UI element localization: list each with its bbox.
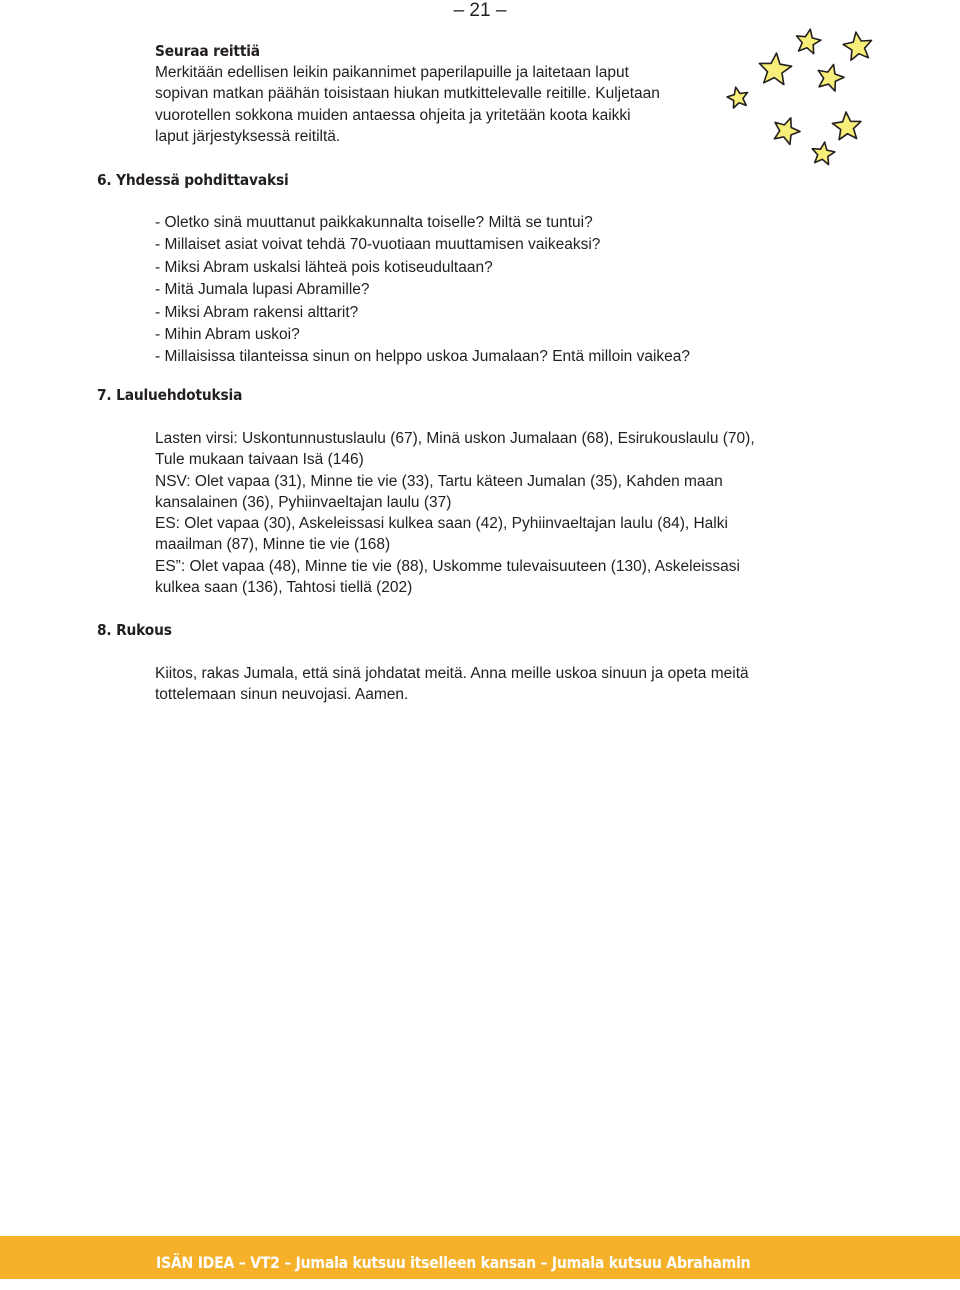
follow-path-line: vuorotellen sokkona muiden antaessa ohjeita ja yritetään koota kaikki bbox=[155, 106, 631, 124]
star-shape bbox=[812, 142, 835, 165]
footer-bar bbox=[0, 1236, 960, 1279]
follow-path-heading: Seuraa reittiä bbox=[155, 42, 260, 60]
song-line: NSV: Olet vapaa (31), Minne tie vie (33), Tartu käteen Jumalan (35), Kahden maan bbox=[155, 472, 723, 490]
star-shape bbox=[832, 112, 861, 140]
follow-path-line: Merkitään edellisen leikin paikannimet paperilapuille ja laitetaan laput bbox=[155, 64, 629, 81]
song-line: kansalainen (36), Pyhiinvaeltajan laulu (37) bbox=[155, 493, 452, 511]
star-shape bbox=[774, 118, 800, 145]
star-shape bbox=[818, 65, 844, 92]
follow-path-line: sopivan matkan päähän toisistaan hiukan mutkittelevalle reitille. Kuljetaan bbox=[155, 85, 660, 103]
song-line: ES: Olet vapaa (30), Askeleissasi kulkea saan (42), Pyhiinvaeltajan laulu (84), Halki bbox=[155, 515, 728, 533]
question-item: - Miksi Abram uskalsi lähteä pois kotiseudultaan? bbox=[155, 258, 493, 276]
star-shape bbox=[797, 29, 821, 54]
question-item: - Millaiset asiat voivat tehdä 70-vuotiaan muuttamisen vaikeaksi? bbox=[155, 236, 601, 254]
prayer-line: Kiitos, rakas Jumala, että sinä johdatat meitä. Anna meille uskoa sinuun ja opeta meitä bbox=[155, 665, 749, 682]
question-item: - Mihin Abram uskoi? bbox=[155, 326, 300, 344]
song-line: Lasten virsi: Uskontunnustuslaulu (67), Minä uskon Jumalaan (68), Esirukouslaulu (70), bbox=[155, 430, 755, 447]
question-item: - Miksi Abram rakensi alttarit? bbox=[155, 303, 359, 321]
stars-icon bbox=[720, 20, 890, 170]
section-7-heading: 7. Lauluehdotuksia bbox=[97, 386, 243, 404]
song-line: kulkea saan (136), Tahtosi tiellä (202) bbox=[155, 579, 413, 597]
song-line: ES”: Olet vapaa (48), Minne tie vie (88), Uskomme tulevaisuuteen (130), Askeleissasi bbox=[155, 557, 740, 575]
question-item: - Mitä Jumala lupasi Abramille? bbox=[155, 281, 370, 299]
prayer-text bbox=[155, 663, 835, 706]
star-shape bbox=[843, 32, 871, 60]
song-suggestions bbox=[155, 428, 835, 598]
footer-text: ISÄN IDEA – VT2 – Jumala kutsuu itselleen kansan – Jumala kutsuu Abrahamin bbox=[155, 1253, 750, 1272]
question-item: - Millaisissa tilanteissa sinun on helppo uskoa Jumalaan? Entä milloin vaikea? bbox=[155, 348, 691, 366]
section-6-heading: 6. Yhdessä pohdittavaksi bbox=[97, 171, 289, 189]
star-shape bbox=[727, 87, 747, 108]
question-item: - Oletko sinä muuttanut paikkakunnalta toiselle? Miltä se tuntui? bbox=[155, 214, 593, 231]
song-line: Tule mukaan taivaan Isä (146) bbox=[155, 451, 364, 469]
page-number: – 21 – bbox=[453, 0, 507, 21]
song-line: maailman (87), Minne tie vie (168) bbox=[155, 536, 391, 554]
star-shape bbox=[759, 53, 791, 85]
section-8-heading: 8. Rukous bbox=[97, 621, 172, 639]
question-list bbox=[155, 212, 690, 369]
prayer-line: tottelemaan sinun neuvojasi. Aamen. bbox=[155, 686, 409, 704]
follow-path-line: laput järjestyksessä reitiltä. bbox=[155, 127, 341, 145]
